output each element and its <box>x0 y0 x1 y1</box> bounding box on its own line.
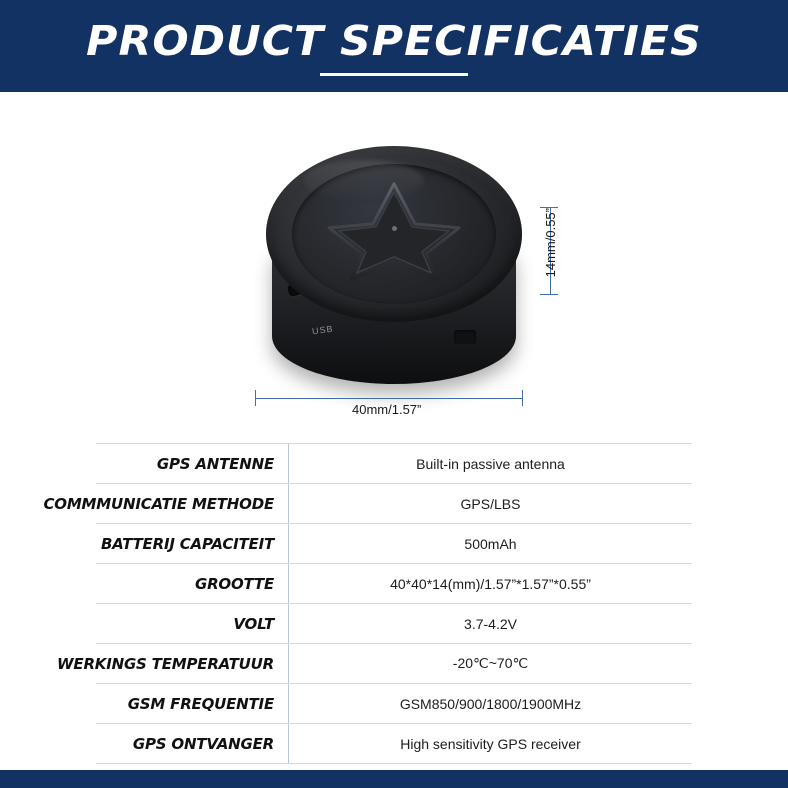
height-dim-tick-bottom <box>540 294 558 295</box>
spec-label: VOLT <box>233 614 274 633</box>
specification-table <box>43 443 692 764</box>
spec-label: GSM FREQUENTIE <box>127 694 274 713</box>
height-dimension-label: 14mm/0.55” <box>543 208 558 278</box>
spec-label: GPS ANTENNE <box>156 454 274 473</box>
spec-value: Built-in passive antenna <box>416 455 565 472</box>
width-dimension-label: 40mm/1.57” <box>352 402 422 417</box>
page-header <box>0 0 788 92</box>
spec-value: -20℃~70℃ <box>452 655 529 671</box>
spec-value: GPS/LBS <box>460 495 521 512</box>
device-top-face <box>266 146 522 322</box>
usb-label: USB <box>311 323 335 337</box>
spec-value: High sensitivity GPS receiver <box>400 735 581 752</box>
spec-label: WERKINGS TEMPERATUUR <box>57 654 274 673</box>
width-dim-line <box>255 398 523 399</box>
spec-value: 3.7-4.2V <box>464 615 517 632</box>
product-image-area <box>0 92 788 437</box>
spec-label: BATTERIJ CAPACITEIT <box>100 534 274 553</box>
title-underline <box>320 73 468 76</box>
width-dim-tick-left <box>255 390 256 406</box>
gps-tracker-device <box>258 140 530 388</box>
page-title: PRODUCT SPECIFICATIES <box>86 16 702 65</box>
spec-value: 40*40*14(mm)/1.57”*1.57”*0.55” <box>390 575 591 592</box>
table-row <box>96 684 692 724</box>
table-row <box>96 724 692 764</box>
power-button <box>454 330 476 344</box>
spec-label: GPS ONTVANGER <box>132 734 274 753</box>
table-row <box>57 644 692 684</box>
table-row <box>96 604 692 644</box>
table-row <box>43 484 692 524</box>
table-row <box>96 564 692 604</box>
spec-label: GROOTTE <box>194 574 274 593</box>
spec-value: 500mAh <box>464 535 517 552</box>
spec-value: GSM850/900/1800/1900MHz <box>399 695 582 712</box>
page-footer <box>0 770 788 788</box>
spec-label: COMMMUNICATIE METHODE <box>43 494 274 513</box>
table-row <box>96 524 692 564</box>
table-row <box>96 443 692 484</box>
indicator-led <box>392 226 397 231</box>
top-highlight <box>304 160 424 202</box>
width-dim-tick-right <box>522 390 523 406</box>
